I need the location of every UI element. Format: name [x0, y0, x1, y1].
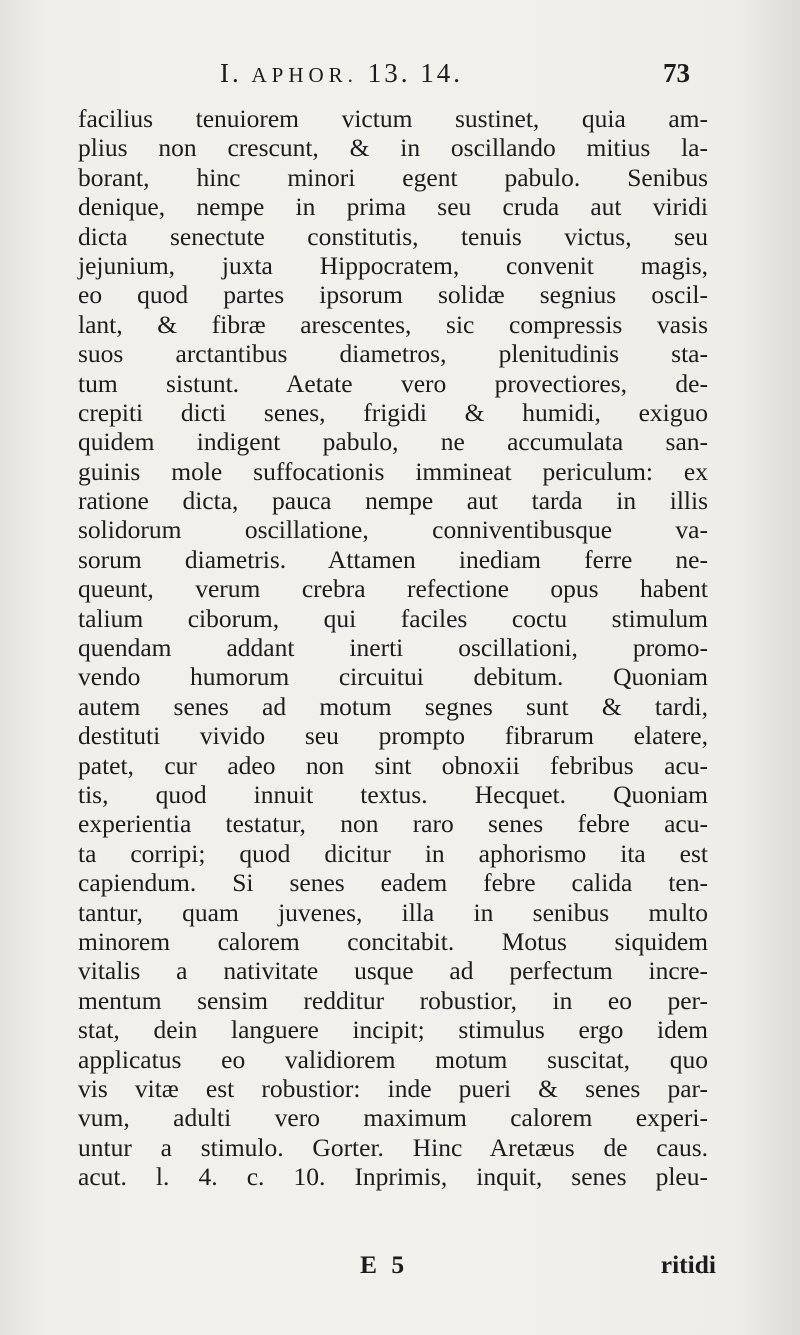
- text-line: denique, nempe in prima seu cruda aut viridi: [78, 192, 708, 222]
- signature-mark: E 5: [360, 1250, 409, 1279]
- text-line: guinis mole suffocationis immineat periculum: ex: [78, 456, 708, 486]
- text-line: ratione dicta, pauca nempe aut tarda in illis: [78, 486, 708, 516]
- text-line: plius non crescunt, & in oscillando mitius la-: [78, 133, 708, 163]
- text-line: mentum sensim redditur robustior, in eo per-: [78, 985, 708, 1015]
- text-line: capiendum. Si senes eadem febre calida ten-: [78, 868, 708, 898]
- page-footer: [78, 1250, 716, 1284]
- text-line: borant, hinc minori egent pabulo. Senibus: [78, 162, 708, 192]
- text-line: vis vitæ est robustior: inde pueri & senes par-: [78, 1073, 708, 1103]
- body-text: [78, 104, 708, 1191]
- text-line: untur a stimulo. Gorter. Hinc Aretæus de caus.: [78, 1132, 708, 1162]
- text-line: acut. l. 4. c. 10. Inprimis, inquit, senes pleu-: [78, 1162, 708, 1192]
- text-line: applicatus eo validiorem motum suscitat, quo: [78, 1044, 708, 1074]
- text-line: ta corripi; quod dicitur in aphorismo ita est: [78, 838, 708, 868]
- text-line: patet, cur adeo non sint obnoxii febribus acu-: [78, 750, 708, 780]
- header-title: APHOR.: [251, 63, 358, 87]
- text-line: facilius tenuiorem victum sustinet, quia am-: [78, 104, 708, 133]
- text-line: autem senes ad motum segnes sunt & tardi,: [78, 691, 708, 721]
- text-line: jejunium, juxta Hippocratem, convenit magis,: [78, 250, 708, 280]
- running-title: [220, 58, 463, 89]
- text-line: quendam addant inerti oscillationi, promo-: [78, 633, 708, 663]
- running-header: [220, 58, 690, 94]
- text-line: lant, & fibræ arescentes, sic compressis vasis: [78, 309, 708, 339]
- text-line: tis, quod innuit textus. Hecquet. Quoniam: [78, 779, 708, 809]
- text-line: crepiti dicti senes, frigidi & humidi, exiguo: [78, 397, 708, 427]
- text-line: talium ciborum, qui faciles coctu stimulum: [78, 603, 708, 633]
- text-line: sorum diametris. Attamen inediam ferre ne-: [78, 544, 708, 574]
- text-line: solidorum oscillatione, conniventibusque va-: [78, 515, 708, 545]
- text-line: vum, adulti vero maximum calorem experi-: [78, 1103, 708, 1133]
- text-line: stat, dein languere incipit; stimulus ergo idem: [78, 1015, 708, 1045]
- text-line: experientia testatur, non raro senes febre acu-: [78, 809, 708, 839]
- text-line: vendo humorum circuitui debitum. Quoniam: [78, 662, 708, 692]
- text-line: eo quod partes ipsorum solidæ segnius oscil-: [78, 280, 708, 310]
- text-line: tum sistunt. Aetate vero provectiores, de-: [78, 368, 708, 398]
- header-aphorisms: 13. 14.: [367, 58, 463, 88]
- catchword: ritidi: [660, 1250, 716, 1279]
- text-line: vitalis a nativitate usque ad perfectum incre-: [78, 956, 708, 986]
- text-line: quidem indigent pabulo, ne accumulata san-: [78, 427, 708, 457]
- text-line: queunt, verum crebra refectione opus habent: [78, 574, 708, 604]
- text-line: minorem calorem concitabit. Motus siquidem: [78, 926, 708, 956]
- text-line: destituti vivido seu prompto fibrarum elatere,: [78, 721, 708, 751]
- header-roman: I.: [220, 58, 242, 88]
- text-line: suos arctantibus diametros, plenitudinis sta-: [78, 339, 708, 369]
- page-number: 73: [663, 58, 690, 88]
- text-line: tantur, quam juvenes, illa in senibus multo: [78, 897, 708, 927]
- text-line: dicta senectute constitutis, tenuis victus, seu: [78, 221, 708, 251]
